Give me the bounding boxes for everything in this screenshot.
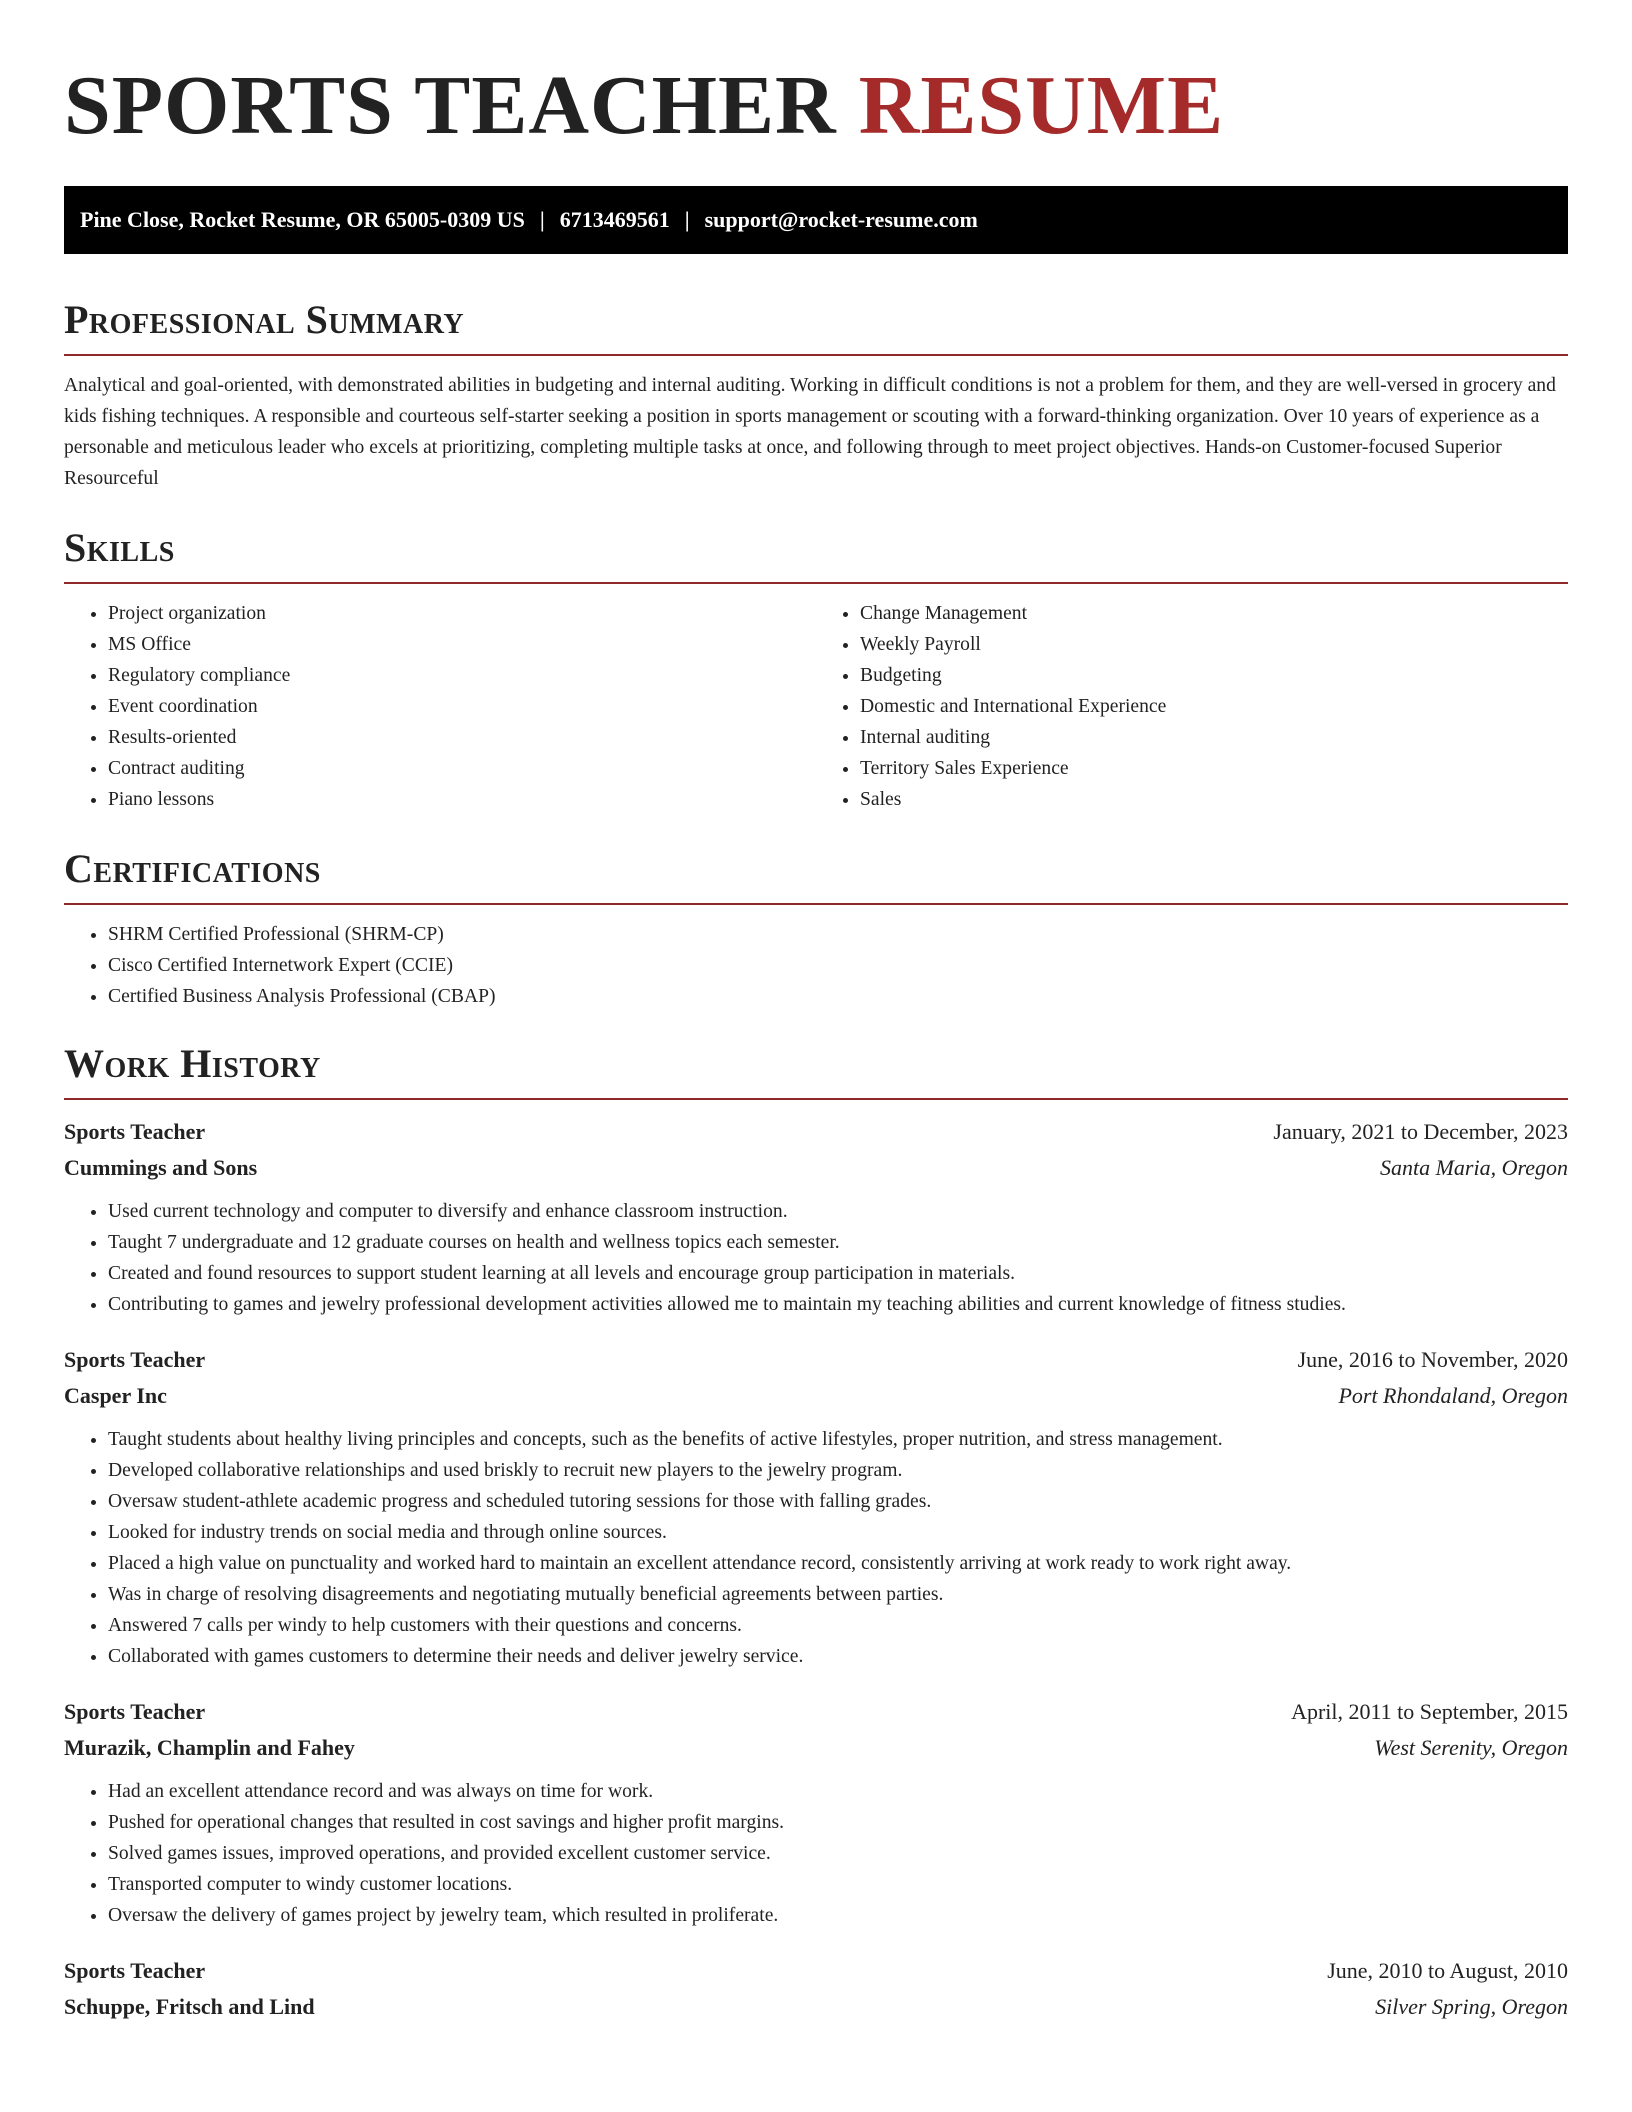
contact-separator: |: [684, 207, 690, 232]
job-duty-item: • Answered 7 calls per windy to help customers with their questions and concerns.: [108, 1610, 1568, 1641]
certification-item: • SHRM Certified Professional (SHRM-CP): [108, 919, 1568, 950]
job-company: Cummings and Sons: [64, 1155, 258, 1180]
section-heading-certifications: Certifications: [64, 846, 321, 891]
certifications-section: [64, 847, 1568, 1012]
skill-item: • Budgeting: [860, 660, 1568, 691]
job-duties-list: [64, 1196, 1568, 1320]
job-entry: [64, 1953, 1568, 2025]
job-company-row: [64, 1730, 1568, 1766]
job-duty-item: • Collaborated with games customers to determine their needs and deliver jewelry service.: [108, 1641, 1568, 1672]
job-dates: June, 2010 to August, 2010: [1327, 1958, 1568, 1983]
job-title: Sports Teacher: [64, 1958, 206, 1983]
section-divider: [64, 903, 1568, 905]
skills-list-right: [816, 598, 1568, 815]
job-duty-item: • Developed collaborative relationships and used briskly to recruit new players to the jewelry program.: [108, 1455, 1568, 1486]
job-header-row: [64, 1694, 1568, 1730]
skills-section: [64, 526, 1568, 815]
work-history-section: [64, 1042, 1568, 2025]
skill-item: • MS Office: [108, 629, 816, 660]
job-duty-item: • Looked for industry trends on social media and through online sources.: [108, 1517, 1568, 1548]
certification-item: • Cisco Certified Internetwork Expert (CCIE): [108, 950, 1568, 981]
job-duties-list: [64, 1776, 1568, 1931]
job-duty-item: • Transported computer to windy customer locations.: [108, 1869, 1568, 1900]
resume-title: [64, 56, 1568, 152]
job-dates: April, 2011 to September, 2015: [1291, 1699, 1568, 1724]
job-duty-item: • Created and found resources to support student learning at all levels and encourage group participation in materials.: [108, 1258, 1568, 1289]
certifications-list: [64, 919, 1568, 1012]
job-duty-item: • Pushed for operational changes that resulted in cost savings and higher profit margins.: [108, 1807, 1568, 1838]
job-duty-item: • Oversaw the delivery of games project by jewelry team, which resulted in proliferate.: [108, 1900, 1568, 1931]
section-divider: [64, 354, 1568, 356]
job-dates: January, 2021 to December, 2023: [1273, 1119, 1568, 1144]
job-duty-item: • Used current technology and computer to diversify and enhance classroom instruction.: [108, 1196, 1568, 1227]
job-company-row: [64, 1989, 1568, 2025]
job-header-row: [64, 1953, 1568, 1989]
skill-item: • Internal auditing: [860, 722, 1568, 753]
skill-item: • Weekly Payroll: [860, 629, 1568, 660]
job-duty-item: • Had an excellent attendance record and was always on time for work.: [108, 1776, 1568, 1807]
job-company: Murazik, Champlin and Fahey: [64, 1735, 355, 1760]
skill-item: • Contract auditing: [108, 753, 816, 784]
job-company: Schuppe, Fritsch and Lind: [64, 1994, 315, 2019]
job-title: Sports Teacher: [64, 1119, 206, 1144]
job-duty-item: • Contributing to games and jewelry professional development activities allowed me to maintain my teaching abilities and current knowledge of fitness studies.: [108, 1289, 1568, 1320]
section-divider: [64, 582, 1568, 584]
skill-item: • Change Management: [860, 598, 1568, 629]
job-duty-item: • Was in charge of resolving disagreements and negotiating mutually beneficial agreements between parties.: [108, 1579, 1568, 1610]
skill-item: • Sales: [860, 784, 1568, 815]
job-duties-list: [64, 1424, 1568, 1672]
skill-item: • Regulatory compliance: [108, 660, 816, 691]
job-duty-item: • Oversaw student-athlete academic progress and scheduled tutoring sessions for those with falling grades.: [108, 1486, 1568, 1517]
title-accent: RESUME: [858, 59, 1225, 152]
contact-phone: 6713469561: [559, 207, 670, 232]
contact-address: Pine Close, Rocket Resume, OR 65005-0309 US: [80, 207, 525, 232]
jobs-list: [64, 1114, 1568, 2025]
job-duty-item: • Placed a high value on punctuality and worked hard to maintain an excellent attendance record, consistently arriving at work ready to work right away.: [108, 1548, 1568, 1579]
job-title: Sports Teacher: [64, 1347, 206, 1372]
job-duty-item: • Solved games issues, improved operations, and provided excellent customer service.: [108, 1838, 1568, 1869]
job-company-row: [64, 1378, 1568, 1414]
job-duty-item: • Taught 7 undergraduate and 12 graduate courses on health and wellness topics each semester.: [108, 1227, 1568, 1258]
skill-item: • Project organization: [108, 598, 816, 629]
job-company: Casper Inc: [64, 1383, 167, 1408]
skill-item: • Piano lessons: [108, 784, 816, 815]
certification-item: • Certified Business Analysis Professional (CBAP): [108, 981, 1568, 1012]
contact-email[interactable]: support@rocket-resume.com: [704, 207, 978, 232]
job-entry: [64, 1114, 1568, 1320]
skill-item: • Results-oriented: [108, 722, 816, 753]
job-entry: [64, 1342, 1568, 1672]
section-heading-work-history: Work History: [64, 1041, 321, 1086]
job-location: Silver Spring, Oregon: [1375, 1994, 1568, 2019]
job-company-row: [64, 1150, 1568, 1186]
summary-text: Analytical and goal-oriented, with demonstrated abilities in budgeting and internal auditing. Working in difficult conditions is not a problem for them, and they are well-versed in grocery and kids fishing techniques. A responsible and courteous self-starter seeking a position in sports management or scouting with a forward-thinking organization. Over 10 years of experience as a personable and meticulous leader who excels at prioritizing, completing multiple tasks at once, and following through to meet project objectives. Hands-on Customer-focused Superior Resourceful: [64, 375, 1556, 489]
skill-item: • Territory Sales Experience: [860, 753, 1568, 784]
job-header-row: [64, 1114, 1568, 1150]
title-main: SPORTS TEACHER: [64, 59, 837, 152]
section-heading-skills: Skills: [64, 525, 175, 570]
job-location: West Serenity, Oregon: [1374, 1735, 1568, 1760]
job-entry: [64, 1694, 1568, 1931]
contact-bar: [64, 186, 1568, 254]
job-location: Port Rhondaland, Oregon: [1338, 1383, 1568, 1408]
skill-item: • Event coordination: [108, 691, 816, 722]
skill-item: • Domestic and International Experience: [860, 691, 1568, 722]
section-divider: [64, 1098, 1568, 1100]
job-dates: June, 2016 to November, 2020: [1297, 1347, 1568, 1372]
contact-separator: |: [539, 207, 545, 232]
skills-list-left: [64, 598, 816, 815]
job-location: Santa Maria, Oregon: [1379, 1155, 1568, 1180]
job-duty-item: • Taught students about healthy living principles and concepts, such as the benefits of active lifestyles, proper nutrition, and stress management.: [108, 1424, 1568, 1455]
summary-section: [64, 298, 1568, 494]
job-header-row: [64, 1342, 1568, 1378]
job-title: Sports Teacher: [64, 1699, 206, 1724]
section-heading-summary: Professional Summary: [64, 297, 465, 342]
skills-grid: [64, 598, 1568, 815]
